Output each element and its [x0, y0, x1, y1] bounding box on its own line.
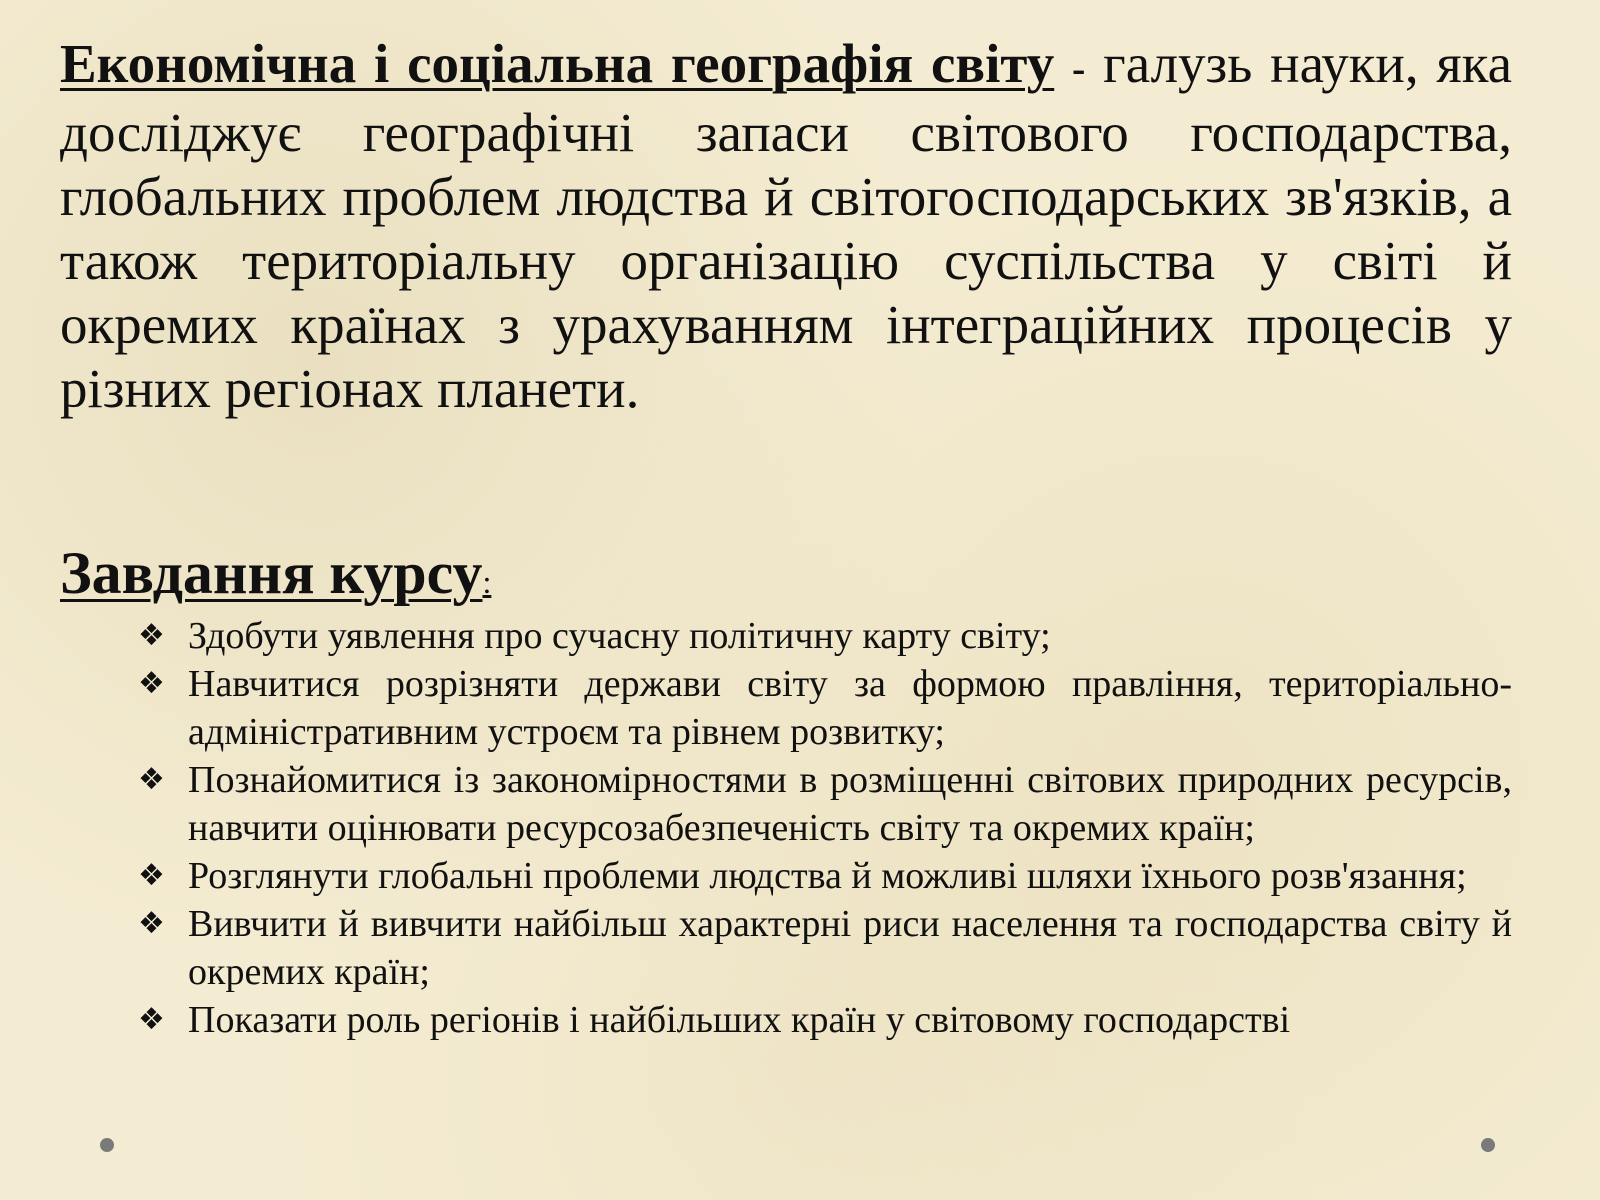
list-item: [138, 852, 1512, 900]
task-text: Навчитися розрізняти держави світу за формою правління, територіально-адміністративним устроєм та рівнем розвитку;: [188, 663, 1512, 753]
tasks-list: [138, 612, 1512, 1044]
definition-dash: -: [1072, 46, 1086, 91]
task-text: Здобути уявлення про сучасну політичну карту світу;: [188, 615, 1051, 657]
task-text: Розглянути глобальні проблеми людства й можливі шляхи їхнього розв'язання;: [188, 855, 1467, 897]
diamond-bullet-icon: ❖: [138, 858, 165, 893]
tasks-heading-colon: :: [482, 564, 492, 600]
list-item: [138, 756, 1512, 852]
diamond-bullet-icon: ❖: [138, 906, 165, 941]
definition-text: галузь науки, яка досліджує географічні запаси світового господарства, глобальних проблем людства й світогосподарських зв'язків, а також територіальну організацію суспільства у світі й окремих країнах з урахуванням інтеграційних процесів у різних регіонах планети.: [60, 33, 1512, 419]
tasks-heading: [60, 538, 491, 617]
diamond-bullet-icon: ❖: [138, 762, 165, 797]
list-item: [138, 612, 1512, 660]
task-text: Показати роль регіонів і найбільших країн у світовому господарстві: [188, 999, 1291, 1041]
task-text: Вивчити й вивчити найбільш характерні риси населення та господарства світу й окремих країн;: [188, 903, 1512, 993]
diamond-bullet-icon: ❖: [138, 1002, 165, 1037]
task-text: Познайомитися із закономірностями в розміщенні світових природних ресурсів, навчити оцінювати ресурсозабезпеченість світу та окремих країн;: [188, 759, 1512, 849]
decorative-dot-left: [100, 1138, 114, 1152]
definition-term: Економічна і соціальна географія світу: [60, 33, 1055, 94]
definition-paragraph: [60, 32, 1512, 421]
tasks-heading-text: Завдання курсу: [60, 540, 483, 606]
list-item: [138, 996, 1512, 1044]
decorative-dot-right: [1481, 1138, 1495, 1152]
list-item: [138, 900, 1512, 996]
list-item: [138, 660, 1512, 756]
diamond-bullet-icon: ❖: [138, 618, 165, 653]
diamond-bullet-icon: ❖: [138, 666, 165, 701]
